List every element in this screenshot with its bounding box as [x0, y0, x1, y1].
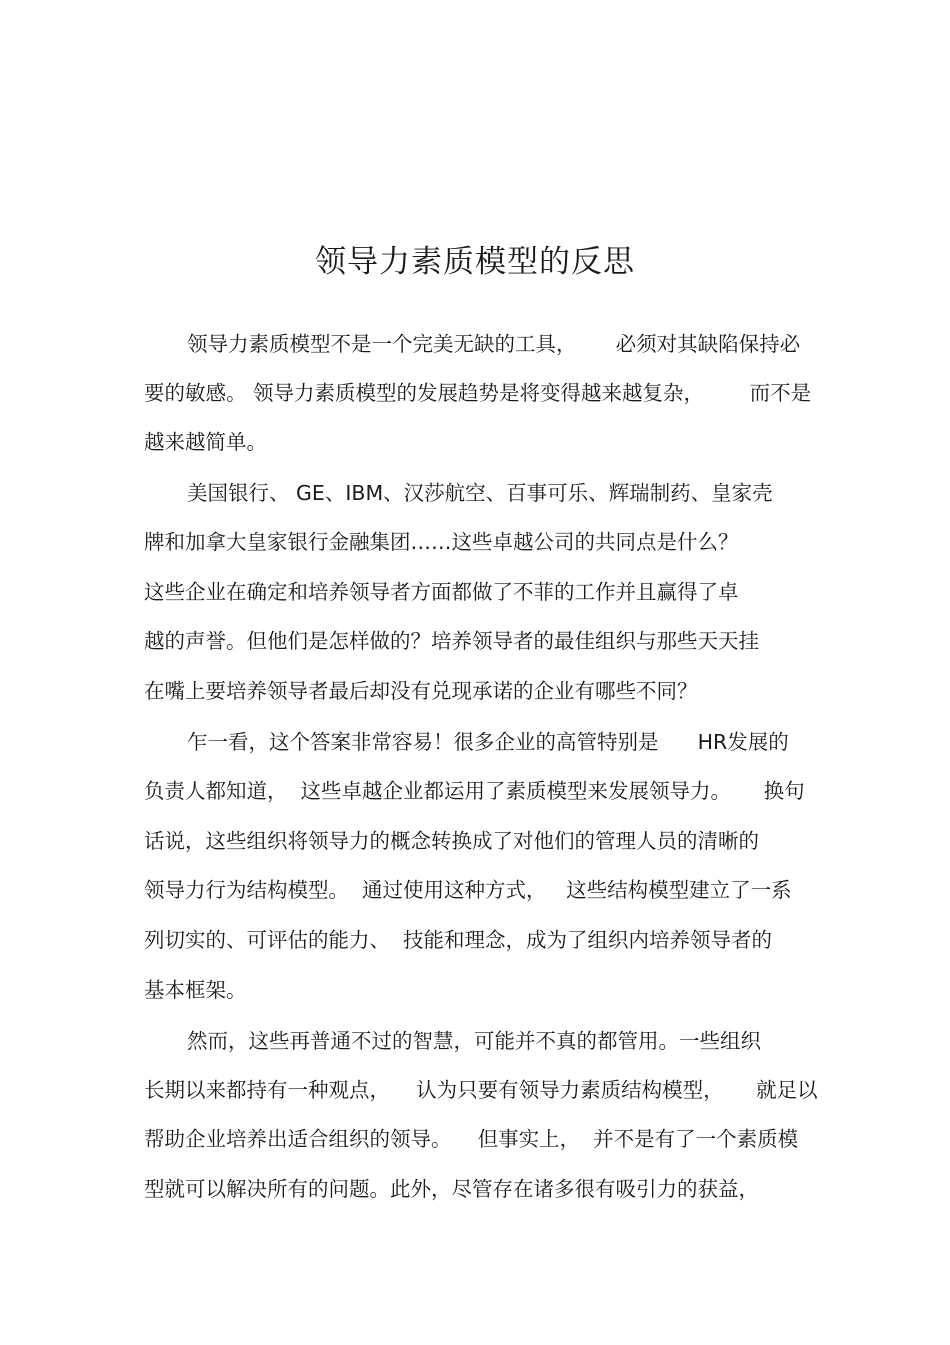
body-line: 这些企业在确定和培养领导者方面都做了不菲的工作并且赢得了卓	[144, 580, 739, 604]
body-line: 美国银行、 GE、IBM、汉莎航空、百事可乐、辉瑞制药、皇家壳	[187, 481, 773, 505]
body-line: 话说，这些组织将领导力的概念转换成了对他们的管理人员的清晰的	[144, 829, 759, 853]
document-title: 领导力素质模型的反思	[315, 244, 635, 280]
body-line: 基本框架。	[144, 978, 247, 1002]
body-line: 在嘴上要培养领导者最后却没有兑现承诺的企业有哪些不同？	[144, 679, 698, 703]
body-line: 领导力素质模型不是一个完美无缺的工具， 必须对其缺陷保持必	[187, 332, 801, 356]
body-line: 要的敏感。 领导力素质模型的发展趋势是将变得越来越复杂， 而不是	[144, 381, 812, 405]
body-line: 然而，这些再普通不过的智慧，可能并不真的都管用。一些组织	[187, 1029, 761, 1053]
body-line: 领导力行为结构模型。 通过使用这种方式， 这些结构模型建立了一系	[144, 878, 792, 902]
body-line: 长期以来都持有一种观点， 认为只要有领导力素质结构模型， 就足以	[144, 1078, 818, 1102]
body-line: 列切实的、可评估的能力、 技能和理念，成为了组织内培养领导者的	[144, 928, 773, 952]
body-line: 越的声誉。但他们是怎样做的？培养领导者的最佳组织与那些天天挂	[144, 629, 759, 653]
body-line: 牌和加拿大皇家银行金融集团……这些卓越公司的共同点是什么？	[144, 530, 739, 554]
body-line: 越来越简单。	[144, 430, 267, 454]
body-line: 乍一看，这个答案非常容易！很多企业的高管特别是 HR发展的	[187, 730, 789, 754]
body-line: 型就可以解决所有的问题。此外，尽管存在诸多很有吸引力的获益，	[144, 1177, 759, 1201]
body-line: 负责人都知道， 这些卓越企业都运用了素质模型来发展领导力。 换句	[144, 779, 805, 803]
body-line: 帮助企业培养出适合组织的领导。 但事实上， 并不是有了一个素质模	[144, 1127, 799, 1151]
